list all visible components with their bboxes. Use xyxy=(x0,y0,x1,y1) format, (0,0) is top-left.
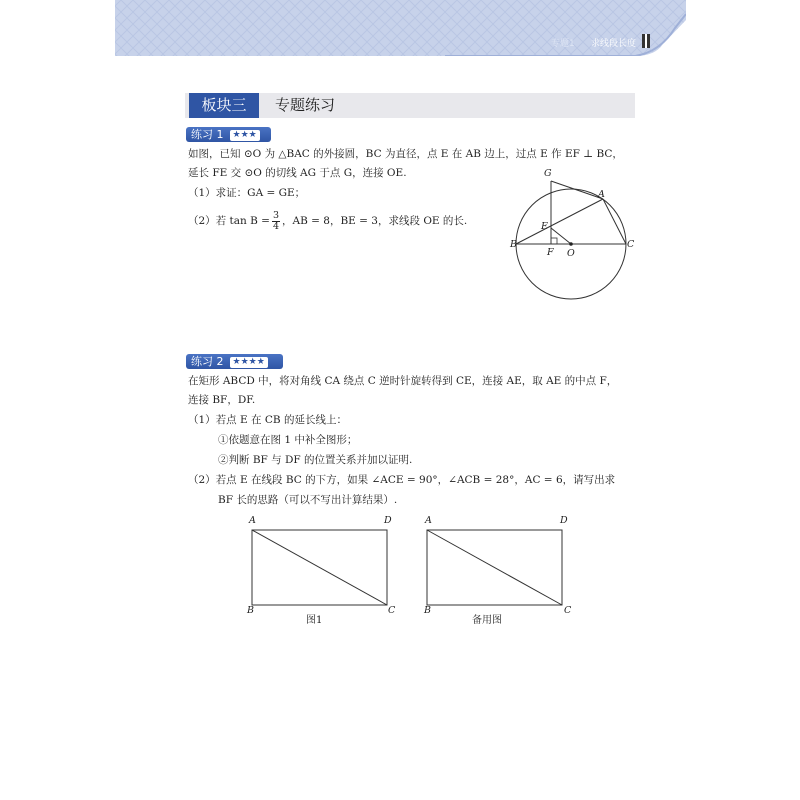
tan-denominator: 4 xyxy=(272,220,279,232)
q2-suffix: ，AB = 8，BE = 3，求线段 OE 的长. xyxy=(282,215,468,227)
exercise-2-tag xyxy=(186,354,283,369)
diagonal-ac xyxy=(252,530,387,605)
tan-fraction xyxy=(272,211,280,232)
exercise-1-stars: ★★★ xyxy=(230,130,260,141)
point-c: C xyxy=(627,239,635,250)
exercise-1-line-1: 如图，已知 ⊙O 为 △BAC 的外接圆，BC 为直径，点 E 在 AB 边上，过点 E 作 EF ⊥ BC， xyxy=(188,148,623,160)
diagonal-ac-spare xyxy=(427,530,562,605)
exercise-2-question-2b: BF 长的思路（可以不写出计算结果）. xyxy=(218,494,398,506)
segment-ac xyxy=(603,199,626,244)
point-g: G xyxy=(544,168,552,179)
section-tag: 板块三 xyxy=(189,93,259,118)
exercise-2-question-1a: ①依题意在图 1 中补全图形； xyxy=(218,434,358,446)
center-dot xyxy=(569,242,573,246)
fig2-point-a: A xyxy=(425,515,432,526)
segment-ab xyxy=(516,199,603,244)
fig2-point-c: C xyxy=(564,605,572,616)
fig1-point-d: D xyxy=(384,515,392,526)
rectangle-figure-1 xyxy=(245,515,390,610)
fig2-point-b: B xyxy=(424,605,431,616)
exercise-2-question-2a: （2）若点 E 在线段 BC 的下方，如果 ∠ACE = 90°，∠ACB = 28°，AC = 6，请写出求 xyxy=(188,474,616,486)
exercise-1-label: 练习 1 xyxy=(191,128,224,141)
segment-oe xyxy=(551,228,571,244)
header-band xyxy=(115,0,686,56)
exercise-2-line-2: 连接 BF，DF. xyxy=(188,394,256,406)
fig2-point-d: D xyxy=(560,515,568,526)
fig1-point-a: A xyxy=(249,515,256,526)
exercise-1-question-2 xyxy=(188,208,467,234)
exercise-2-label: 练习 2 xyxy=(191,355,224,368)
exercise-1-line-2: 延长 FE 交 ⊙O 的切线 AG 于点 G，连接 OE. xyxy=(188,167,407,179)
fig2-caption: 备用图 xyxy=(472,615,502,626)
header-title: 求线段长度 xyxy=(591,39,637,49)
exercise-1-tag xyxy=(186,127,271,142)
q2-prefix: （2）若 tan B = xyxy=(188,215,270,227)
fig1-point-b: B xyxy=(247,605,254,616)
rectangle-figure-2 xyxy=(420,515,565,610)
exercise-2-question-1: （1）若点 E 在 CB 的延长线上： xyxy=(188,414,347,426)
tan-numerator: 3 xyxy=(272,209,279,221)
point-b: B xyxy=(510,239,517,250)
exercise-1-question-1: （1）求证：GA = GE； xyxy=(188,187,306,199)
point-o: O xyxy=(567,248,575,259)
right-angle-mark xyxy=(551,238,557,244)
fig1-caption: 图1 xyxy=(306,615,323,626)
exercise-2-question-1b: ②判断 BF 与 DF 的位置关系并加以证明. xyxy=(218,454,413,466)
header-section-label: 专题1 xyxy=(551,39,575,49)
exercise-2-line-1: 在矩形 ABCD 中，将对角线 CA 绕点 C 逆时针旋转得到 CE，连接 AE，取 AE 的中点 F， xyxy=(188,375,618,387)
section-title: 专题练习 xyxy=(275,96,336,114)
circle-figure xyxy=(513,165,653,305)
point-f: F xyxy=(547,247,554,258)
header-page-marker xyxy=(642,34,647,48)
point-e: E xyxy=(541,221,548,232)
point-a: A xyxy=(598,189,605,200)
fig1-point-c: C xyxy=(388,605,396,616)
page xyxy=(115,0,686,800)
exercise-2-stars: ★★★★ xyxy=(230,357,268,368)
